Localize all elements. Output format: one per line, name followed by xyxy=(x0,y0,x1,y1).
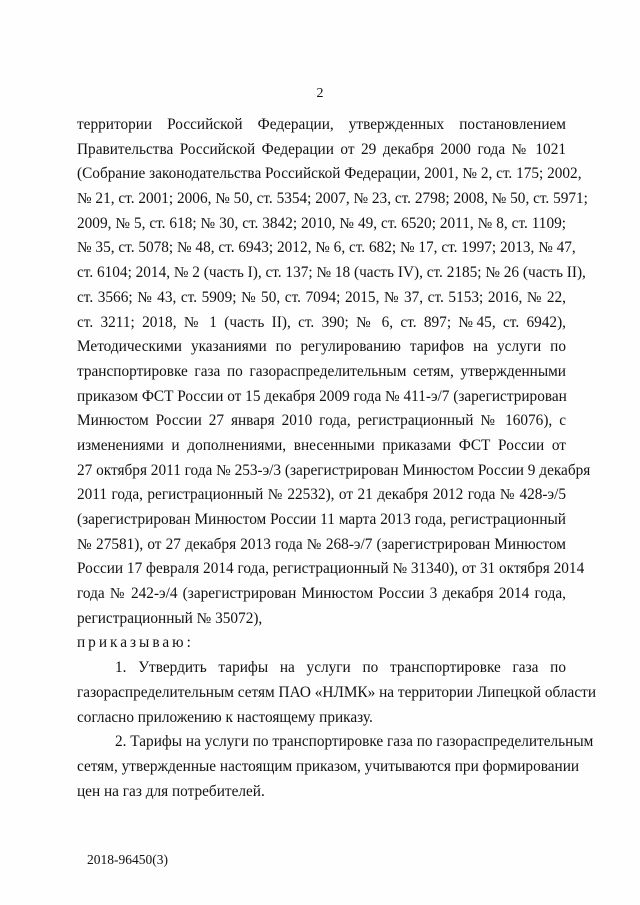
text-line: 27 октября 2011 года № 253-э/3 (зарегистрирован Минюстом России 9 декабря xyxy=(77,461,591,479)
text-line: № 35, ст. 5078; № 48, ст. 6943; 2012, № 6, ст. 682; № 17, ст. 1997; 2013, № 47, xyxy=(77,239,576,257)
document-code: 2018-96450(3) xyxy=(87,852,168,867)
text-line: № 21, ст. 2001; 2006, № 50, ст. 5354; 2007, № 23, ст. 2798; 2008, № 50, ст. 5971; xyxy=(77,190,588,208)
order-word: приказываю: xyxy=(77,634,194,652)
text-line: 2011 года, регистрационный № 22532), от 21 декабря 2012 года № 428-э/5 xyxy=(77,486,566,504)
text-line: ст. 6104; 2014, № 2 (часть I), ст. 137; № 18 (часть IV), ст. 2185; № 26 (часть II), xyxy=(77,264,586,282)
document-body xyxy=(77,113,597,804)
text-line: № 27581), от 27 декабря 2013 года № 268-э/7 (зарегистрирован Минюстом xyxy=(77,535,566,553)
text-line: (Собрание законодательства Российской Федерации, 2001, № 2, ст. 175; 2002, xyxy=(77,165,582,183)
text-line: года № 242-э/4 (зарегистрирован Минюстом России 3 декабря 2014 года, xyxy=(77,585,566,603)
text-line: (зарегистрирован Минюстом России 11 марта 2013 года, регистрационный xyxy=(77,511,566,528)
text-line: Минюстом России 27 января 2010 года, регистрационный № 16076), с xyxy=(77,412,566,430)
item-2-line: сетям, утвержденные настоящим приказом, учитываются при формировании xyxy=(77,757,580,775)
text-line: территории Российской Федерации, утвержденных постановлением xyxy=(77,116,566,133)
text-line: ст. 3566; № 43, ст. 5909; № 50, ст. 7094; 2015, № 37, ст. 5153; 2016, № 22, xyxy=(77,288,566,306)
item-1-line: 1. Утвердить тарифы на услуги по транспортировке газа по xyxy=(115,659,566,677)
text-line: России 17 февраля 2014 года, регистрационный № 31340), от 31 октября 2014 xyxy=(77,560,585,578)
text-line: регистрационный № 35072), xyxy=(77,609,263,627)
text-line: приказом ФСТ России от 15 декабря 2009 года № 411-э/7 (зарегистрирован xyxy=(77,387,567,405)
text-line: изменениями и дополнениями, внесенными приказами ФСТ России от xyxy=(77,436,566,454)
page-number: 2 xyxy=(316,86,324,101)
item-1-line: согласно приложению к настоящему приказу. xyxy=(77,708,373,726)
text-line: 2009, № 5, ст. 618; № 30, ст. 3842; 2010, № 49, ст. 6520; 2011, № 8, ст. 1109; xyxy=(77,214,566,232)
item-2-line: 2. Тарифы на услуги по транспортировке газа по газораспределительным xyxy=(115,733,594,751)
item-1-line: газораспределительным сетям ПАО «НЛМК» на территории Липецкой области xyxy=(77,683,597,701)
text-line: Методическими указаниями по регулированию тарифов на услуги по xyxy=(77,338,566,356)
text-line: ст. 3211; 2018, № 1 (часть II), ст. 390; № 6, ст. 897; №45, ст. 6942), xyxy=(77,313,566,331)
text-line: транспортировке газа по газораспределительным сетям, утвержденными xyxy=(77,362,566,380)
text-line: Правительства Российской Федерации от 29 декабря 2000 года № 1021 xyxy=(77,140,566,158)
item-2-line: цен на газ для потребителей. xyxy=(77,782,265,800)
